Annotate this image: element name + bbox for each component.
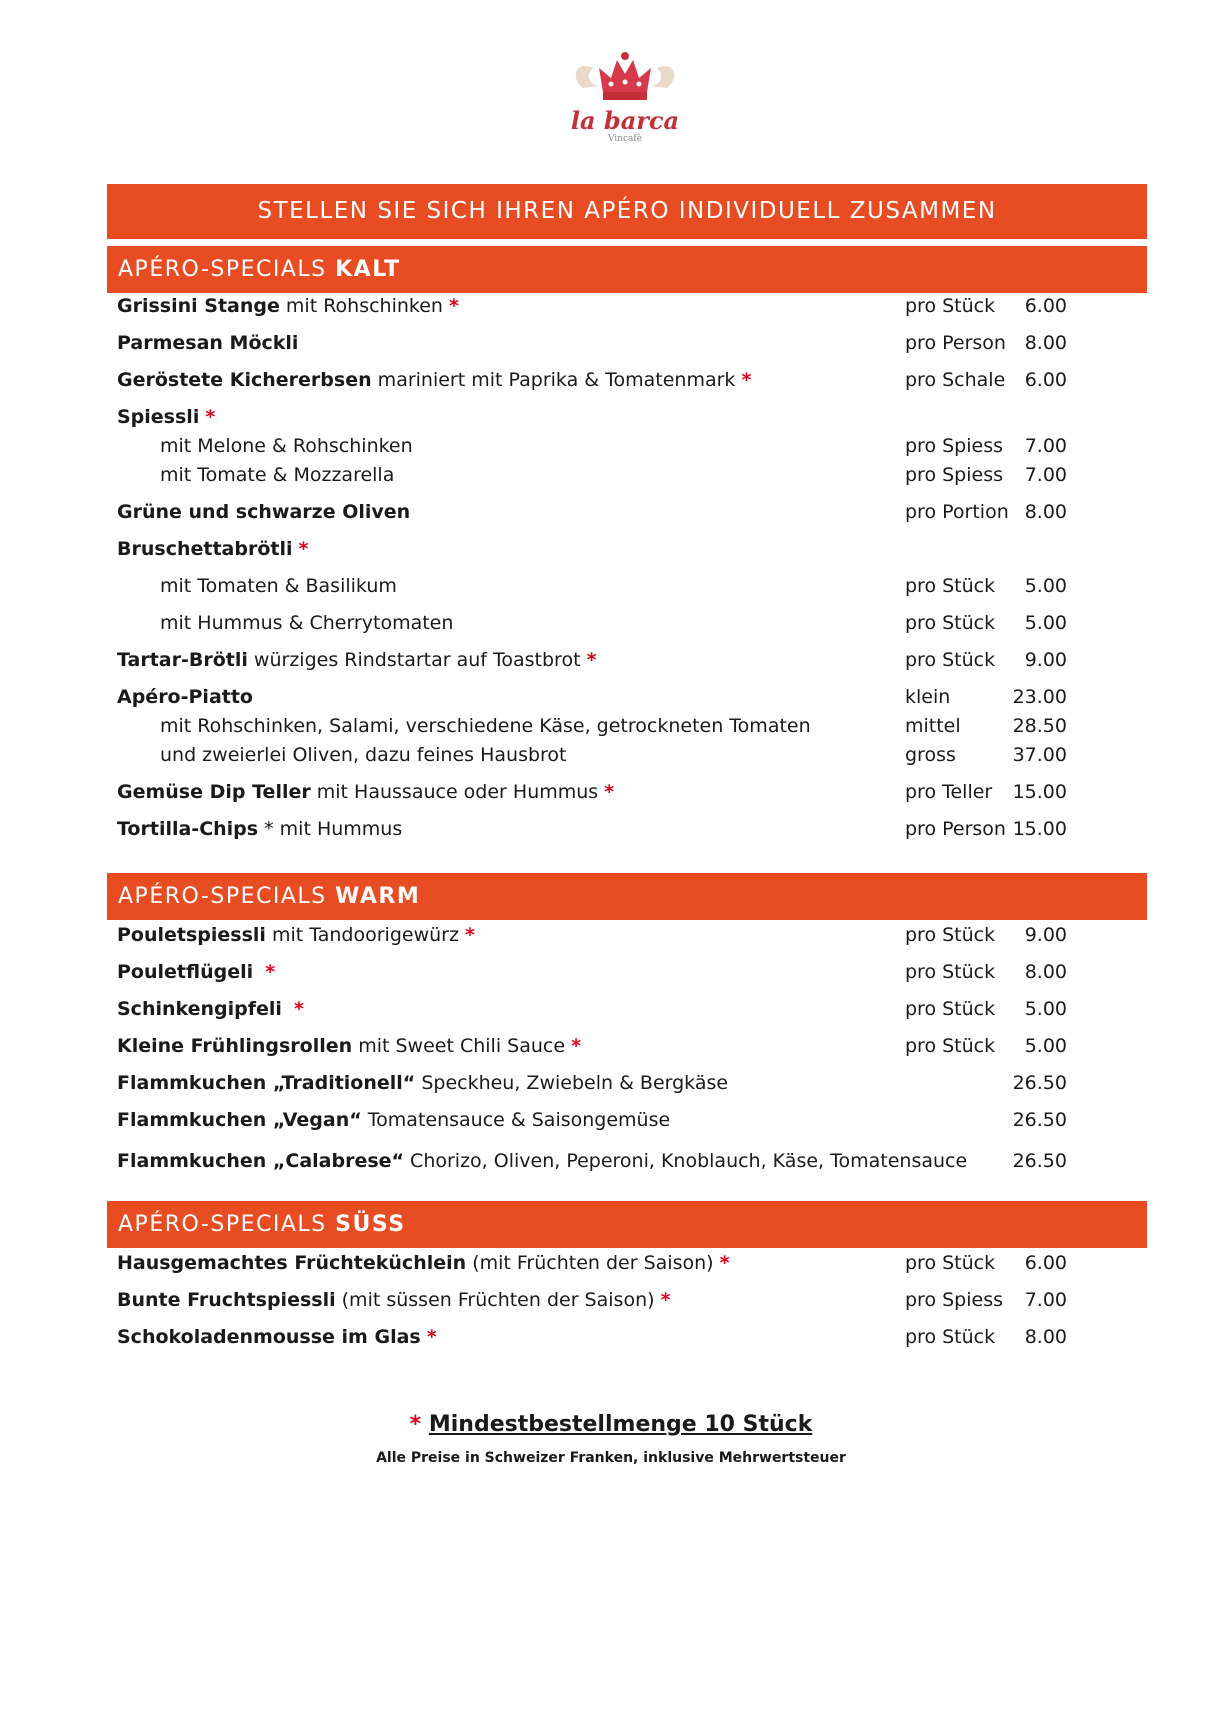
- item-unit: mittel: [905, 715, 961, 737]
- item-price: 9.00: [1024, 924, 1067, 946]
- item-text: mit Tomaten & Basilikum: [160, 575, 397, 597]
- item-price: 8.00: [1024, 961, 1067, 983]
- item-description: [117, 329, 298, 357]
- menu-item-row: [117, 1106, 1067, 1134]
- star-marker: *: [464, 924, 475, 946]
- star-marker: *: [449, 295, 459, 317]
- item-unit: pro Person: [905, 818, 1006, 840]
- menu-item-row: [117, 432, 1067, 460]
- banner: STELLEN SIE SICH IHREN APÉRO INDIVIDUELL ZUSAMMEN: [107, 184, 1147, 239]
- item-text: (mit Früchten der Saison): [466, 1252, 720, 1274]
- item-unit: pro Stück: [905, 961, 996, 983]
- item-name: Gemüse Dip Teller: [117, 781, 311, 803]
- item-price: 7.00: [1024, 435, 1067, 457]
- logo-subtitle: Vincafè: [607, 134, 643, 144]
- item-unit: pro Spiess: [905, 464, 1004, 486]
- item-name: Bunte Fruchtspiessli: [117, 1289, 336, 1311]
- item-unit: pro Stück: [905, 1326, 996, 1348]
- item-description: [160, 741, 567, 769]
- item-description: [117, 683, 253, 711]
- item-description: [117, 778, 614, 806]
- section-header-kalt: APÉRO-SPECIALS KALT: [107, 246, 1147, 293]
- item-name: Schinkengipfeli: [117, 998, 282, 1020]
- item-text: mit Rohschinken: [279, 295, 450, 317]
- item-description: [160, 432, 413, 460]
- item-description: [117, 646, 597, 674]
- item-unit: pro Person: [905, 332, 1006, 354]
- menu-item-row: [117, 683, 1067, 711]
- item-description: [160, 712, 811, 740]
- item-price: 26.50: [1012, 1072, 1067, 1094]
- star-marker: *: [604, 781, 615, 803]
- item-description: [117, 535, 308, 563]
- item-name: Hausgemachtes Früchteküchlein: [117, 1252, 467, 1274]
- menu-item-row: [117, 958, 1067, 986]
- item-name: Pouletflügeli: [117, 961, 254, 983]
- item-name: Grüne und schwarze Oliven: [117, 501, 411, 523]
- item-unit: pro Stück: [905, 612, 996, 634]
- item-description: [117, 1069, 728, 1097]
- item-text: * mit Hummus: [258, 818, 403, 840]
- item-description: [117, 815, 402, 843]
- menu-item-row: [117, 712, 1067, 740]
- menu-item-row: [117, 292, 1067, 320]
- menu-item-row: [117, 921, 1067, 949]
- item-description: [117, 1249, 730, 1277]
- item-text: [282, 998, 294, 1020]
- item-price: 7.00: [1024, 464, 1067, 486]
- menu-item-row: [117, 366, 1067, 394]
- star-marker: *: [719, 1252, 730, 1274]
- item-price: 5.00: [1024, 612, 1067, 634]
- section-header-warm: APÉRO-SPECIALS WARM: [107, 873, 1147, 920]
- item-text: und zweierlei Oliven, dazu feines Hausbrot: [160, 744, 567, 766]
- menu-item-row: [117, 609, 1067, 637]
- item-name: Geröstete Kichererbsen: [117, 369, 372, 391]
- item-description: [117, 1147, 967, 1175]
- item-name: Pouletspiessli: [117, 924, 266, 946]
- item-description: [117, 498, 410, 526]
- item-unit: pro Teller: [905, 781, 993, 803]
- item-description: [117, 921, 475, 949]
- menu-item-row: [117, 1286, 1067, 1314]
- menu-item-row: [117, 498, 1067, 526]
- item-price: 23.00: [1012, 686, 1067, 708]
- star-marker: *: [741, 369, 752, 391]
- menu-item-row: [117, 461, 1067, 489]
- menu-item-row: [117, 1323, 1067, 1351]
- item-description: [117, 403, 215, 431]
- item-unit: pro Spiess: [905, 435, 1004, 457]
- item-name: Bruschettabrötli: [117, 538, 293, 560]
- item-name: Kleine Frühlingsrollen: [117, 1035, 353, 1057]
- crown-icon: [565, 48, 685, 108]
- item-unit: pro Schale: [905, 369, 1006, 391]
- menu-item-row: [117, 329, 1067, 357]
- item-price: 8.00: [1024, 332, 1067, 354]
- item-unit: pro Stück: [905, 1035, 996, 1057]
- item-price: 5.00: [1024, 1035, 1067, 1057]
- item-price: 26.50: [1012, 1150, 1067, 1172]
- item-description: [117, 1286, 671, 1314]
- menu-item-row: [117, 995, 1067, 1023]
- item-description: [117, 1323, 437, 1351]
- item-description: [160, 609, 453, 637]
- item-unit: klein: [905, 686, 951, 708]
- item-unit: pro Stück: [905, 1252, 996, 1274]
- item-name: Parmesan Möckli: [117, 332, 299, 354]
- item-text: Tomatensauce & Saisongemüse: [361, 1109, 671, 1131]
- item-price: 5.00: [1024, 575, 1067, 597]
- item-text: Chorizo, Oliven, Peperoni, Knoblauch, Käse, Tomatensauce: [404, 1150, 968, 1172]
- item-description: [117, 995, 304, 1023]
- item-description: [160, 461, 394, 489]
- item-text: mit Sweet Chili Sauce: [352, 1035, 572, 1057]
- item-price: 37.00: [1012, 744, 1067, 766]
- item-text: (mit süssen Früchten der Saison): [335, 1289, 661, 1311]
- item-unit: pro Stück: [905, 575, 996, 597]
- item-description: [160, 572, 397, 600]
- item-text: mit Melone & Rohschinken: [160, 435, 413, 457]
- star-marker: *: [294, 998, 304, 1020]
- item-unit: pro Portion: [905, 501, 1009, 523]
- menu-item-row: [117, 778, 1067, 806]
- item-unit: pro Stück: [905, 998, 996, 1020]
- item-description: [117, 292, 459, 320]
- menu-item-row: [117, 1249, 1067, 1277]
- item-price: 5.00: [1024, 998, 1067, 1020]
- item-name: Tartar-Brötli: [117, 649, 248, 671]
- item-unit: pro Stück: [905, 295, 996, 317]
- item-name: Tortilla-Chips: [117, 818, 259, 840]
- item-price: 28.50: [1012, 715, 1067, 737]
- item-unit: pro Spiess: [905, 1289, 1004, 1311]
- item-price: 6.00: [1024, 1252, 1067, 1274]
- item-description: [117, 1106, 670, 1134]
- star-marker: *: [586, 649, 597, 671]
- item-text: mit Hummus & Cherrytomaten: [160, 612, 454, 634]
- menu-item-row: [117, 1032, 1067, 1060]
- item-name: Flammkuchen „Calabrese“: [117, 1150, 405, 1172]
- item-price: 15.00: [1012, 781, 1067, 803]
- logo: [565, 48, 685, 148]
- menu-item-row: [117, 572, 1067, 600]
- menu-item-row: [117, 1069, 1067, 1097]
- star-marker: *: [205, 406, 216, 428]
- section-header-suess: APÉRO-SPECIALS SÜSS: [107, 1201, 1147, 1248]
- item-price: 8.00: [1024, 501, 1067, 523]
- item-text: [253, 961, 265, 983]
- item-name: Flammkuchen „Traditionell“: [117, 1072, 416, 1094]
- item-unit: pro Stück: [905, 924, 996, 946]
- logo-name: la barca: [570, 106, 680, 135]
- item-text: Speckheu, Zwiebeln & Bergkäse: [415, 1072, 729, 1094]
- menu-item-row: [117, 1147, 1067, 1175]
- item-name: Flammkuchen „Vegan“: [117, 1109, 362, 1131]
- item-name: Grissini Stange: [117, 295, 280, 317]
- item-description: [117, 1032, 581, 1060]
- item-price: 6.00: [1024, 295, 1067, 317]
- item-name: Apéro-Piatto: [117, 686, 253, 708]
- item-text: mit Rohschinken, Salami, verschiedene Käse, getrockneten Tomaten: [160, 715, 811, 737]
- item-text: mit Tandoorigewürz: [265, 924, 465, 946]
- item-name: Spiessli: [117, 406, 200, 428]
- item-text: würziges Rindstartar auf Toastbrot: [247, 649, 587, 671]
- item-price: 8.00: [1024, 1326, 1067, 1348]
- item-price: 26.50: [1012, 1109, 1067, 1131]
- menu-item-row: [117, 403, 1067, 431]
- item-price: 9.00: [1024, 649, 1067, 671]
- menu-item-row: [117, 815, 1067, 843]
- star-marker: *: [298, 538, 309, 560]
- item-text: mit Tomate & Mozzarella: [160, 464, 395, 486]
- star-marker: *: [426, 1326, 437, 1348]
- star-marker: *: [660, 1289, 671, 1311]
- star-marker: *: [265, 961, 276, 983]
- item-unit: gross: [905, 744, 956, 766]
- item-price: 6.00: [1024, 369, 1067, 391]
- min-order-note: * Mindestbestellmenge 10 Stück: [409, 1412, 813, 1437]
- item-price: 7.00: [1024, 1289, 1067, 1311]
- price-note: Alle Preise in Schweizer Franken, inklusive Mehrwertsteuer: [376, 1450, 846, 1466]
- menu-item-row: [117, 741, 1067, 769]
- item-text: mit Haussauce oder Hummus: [310, 781, 605, 803]
- menu-item-row: [117, 646, 1067, 674]
- item-unit: pro Stück: [905, 649, 996, 671]
- item-text: mariniert mit Paprika & Tomatenmark: [371, 369, 742, 391]
- item-description: [117, 366, 751, 394]
- star-marker: *: [571, 1035, 581, 1057]
- item-price: 15.00: [1012, 818, 1067, 840]
- item-name: Schokoladenmousse im Glas: [117, 1326, 421, 1348]
- item-description: [117, 958, 275, 986]
- menu-item-row: [117, 535, 1067, 563]
